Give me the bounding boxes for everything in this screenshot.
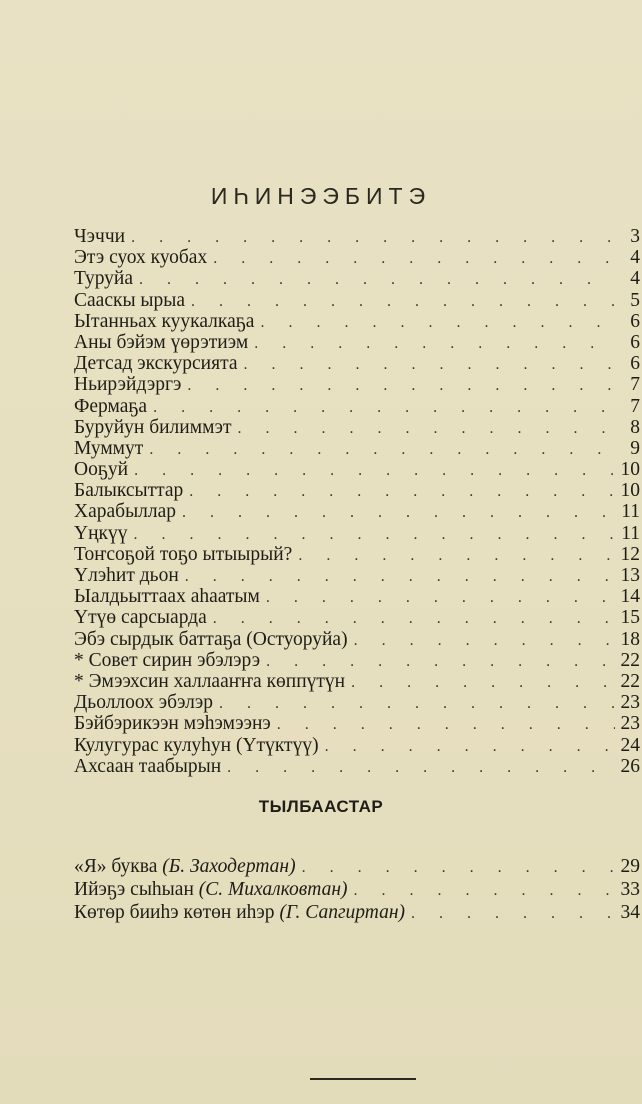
translation-entry-page: 33 (620, 879, 640, 900)
leader-dots (298, 545, 614, 566)
toc-entry (74, 544, 640, 565)
toc-entry-page: 3 (630, 226, 640, 247)
toc-entry-page: 24 (620, 734, 640, 756)
toc-entry-page: 23 (620, 713, 640, 735)
toc-entry-page: 8 (630, 416, 640, 438)
toc-entry (74, 353, 640, 374)
toc-entry-title: Ыалдьыттаах аһаатым (74, 586, 260, 608)
leader-dots (153, 397, 616, 418)
translation-entry (74, 855, 640, 878)
leader-dots (191, 291, 616, 312)
leader-dots (182, 502, 615, 523)
toc-entry-title: * Эмээхсин халлааҥҥа көппүтүн (74, 670, 346, 692)
leader-dots (260, 312, 616, 333)
table-of-contents (74, 226, 640, 777)
leader-dots (213, 248, 616, 269)
toc-entry-title: Ытанньах куукалкаҕа (74, 310, 255, 332)
toc-entry-page: 6 (630, 353, 640, 375)
leader-dots (354, 879, 615, 902)
toc-entry-page: 9 (630, 437, 640, 459)
translation-entry (74, 901, 640, 924)
translation-author: (Г. Сапгиртан) (279, 902, 406, 923)
leader-dots (134, 524, 616, 545)
translations-list (74, 855, 640, 924)
leader-dots (213, 608, 615, 629)
leader-dots (187, 375, 616, 396)
toc-entry-title: * Совет сирин эбэлэрэ (74, 649, 261, 671)
toc-entry (74, 607, 640, 628)
translation-entry-page: 34 (620, 902, 640, 923)
toc-entry-page: 13 (620, 565, 640, 586)
toc-entry-page: 23 (620, 692, 640, 714)
leader-dots (139, 269, 616, 290)
toc-entry-page: 5 (630, 289, 640, 311)
toc-entry-title: Ооҕуй (74, 459, 129, 481)
leader-dots (351, 672, 614, 693)
toc-entry-title: Үңкүү (74, 522, 128, 544)
toc-entry-title: Детсад экскурсията (74, 353, 238, 375)
toc-entry (74, 311, 640, 332)
toc-entry-title: Үлэһит дьон (74, 565, 179, 586)
toc-entry-page: 10 (620, 480, 640, 502)
translation-entry-title (74, 878, 348, 901)
toc-entry-title: Муммут (74, 437, 144, 459)
leader-dots (189, 481, 614, 502)
translation-title: «Я» буква (74, 856, 163, 877)
toc-entry-title: Ахсаан таабырын (74, 755, 222, 777)
toc-entry (74, 247, 640, 268)
toc-entry (74, 586, 640, 607)
toc-entry-title: Үтүө сарсыарда (74, 607, 207, 629)
toc-entry-title: Буруйун билиммэт (74, 416, 232, 438)
toc-entry (74, 396, 640, 417)
toc-entry-page: 6 (630, 310, 640, 332)
toc-entry-page: 11 (621, 522, 640, 544)
toc-entry-title: Ньирэйдэргэ (74, 374, 182, 396)
leader-dots (277, 714, 615, 735)
toc-entry (74, 756, 640, 777)
toc-entry-page: 6 (630, 331, 640, 353)
toc-entry (74, 268, 640, 289)
toc-entry-page: 22 (620, 670, 640, 692)
toc-entry-title: Чэччи (74, 226, 126, 247)
leader-dots (227, 757, 614, 778)
translations-heading: ТЫЛБААСТАР (258, 797, 384, 816)
toc-entry-page: 4 (630, 268, 640, 290)
toc-entry (74, 523, 640, 544)
toc-entry-page: 4 (630, 247, 640, 269)
leader-dots (238, 418, 616, 439)
translation-entry-title (74, 901, 405, 924)
toc-entry-page: 18 (620, 628, 640, 650)
toc-entry-page: 7 (630, 395, 640, 417)
toc-entry-page: 11 (621, 501, 640, 523)
leader-dots (134, 460, 614, 481)
toc-entry-title: Аны бэйэм үөрэтиэм (74, 331, 249, 353)
leader-dots (254, 333, 616, 354)
toc-entry-title: Туруйа (74, 268, 134, 290)
toc-entry-page: 14 (620, 586, 640, 608)
translation-author: (С. Михалковтан) (198, 879, 348, 900)
toc-entry-page: 10 (620, 459, 640, 481)
leader-dots (185, 566, 615, 587)
translation-title: Көтөр бииһэ көтөн иһэр (74, 902, 280, 923)
leader-dots (411, 902, 614, 925)
leader-dots (131, 227, 616, 248)
toc-entry-title: Дьоллоох эбэлэр (74, 692, 213, 714)
toc-entry (74, 480, 640, 501)
translation-entry (74, 878, 640, 901)
leader-dots (219, 693, 615, 714)
toc-entry-title: Этэ суох куобах (74, 247, 208, 269)
toc-entry-title: Балыксыттар (74, 480, 184, 502)
toc-entry-title: Тоҥсоҕой тоҕо ытыырый? (74, 543, 293, 565)
toc-entry-page: 15 (620, 607, 640, 629)
translation-title: Ийэҕэ сыһыан (74, 879, 199, 900)
toc-entry-title: Кулугурас кулуһун (Үтүктүү) (74, 734, 319, 756)
toc-entry (74, 565, 640, 586)
toc-entry (74, 417, 640, 438)
toc-entry-page: 7 (630, 374, 640, 396)
toc-entry (74, 459, 640, 480)
leader-dots (243, 354, 616, 375)
toc-entry-title: Фермаҕа (74, 395, 148, 417)
toc-entry (74, 332, 640, 353)
toc-entry-title: Харабыллар (74, 501, 177, 523)
leader-dots (325, 736, 615, 757)
toc-entry (74, 692, 640, 713)
toc-entry (74, 501, 640, 522)
toc-entry (74, 650, 640, 671)
translation-author: (Б. Заходертан) (162, 856, 296, 877)
toc-entry (74, 713, 640, 734)
toc-entry (74, 226, 640, 247)
page-title: ИҺИНЭЭБИТЭ (210, 183, 432, 209)
translation-entry-page: 29 (620, 856, 640, 877)
toc-entry-page: 26 (620, 755, 640, 777)
leader-dots (302, 856, 615, 879)
toc-entry-title: Сааскы ырыа (74, 289, 186, 311)
toc-entry (74, 671, 640, 692)
toc-entry (74, 629, 640, 650)
leader-dots (266, 651, 614, 672)
closing-rule (310, 1078, 416, 1080)
toc-entry-page: 12 (620, 543, 640, 565)
toc-entry (74, 735, 640, 756)
leader-dots (266, 587, 615, 608)
leader-dots (149, 439, 616, 460)
toc-entry-title: Эбэ сырдык баттаҕа (Остуоруйа) (74, 628, 348, 650)
toc-entry-page: 22 (620, 649, 640, 671)
toc-entry (74, 374, 640, 395)
toc-entry (74, 438, 640, 459)
translation-entry-title (74, 855, 296, 878)
toc-entry (74, 290, 640, 311)
leader-dots (354, 630, 615, 651)
toc-entry-title: Бэйбэрикээн мэһэмээнэ (74, 713, 271, 735)
